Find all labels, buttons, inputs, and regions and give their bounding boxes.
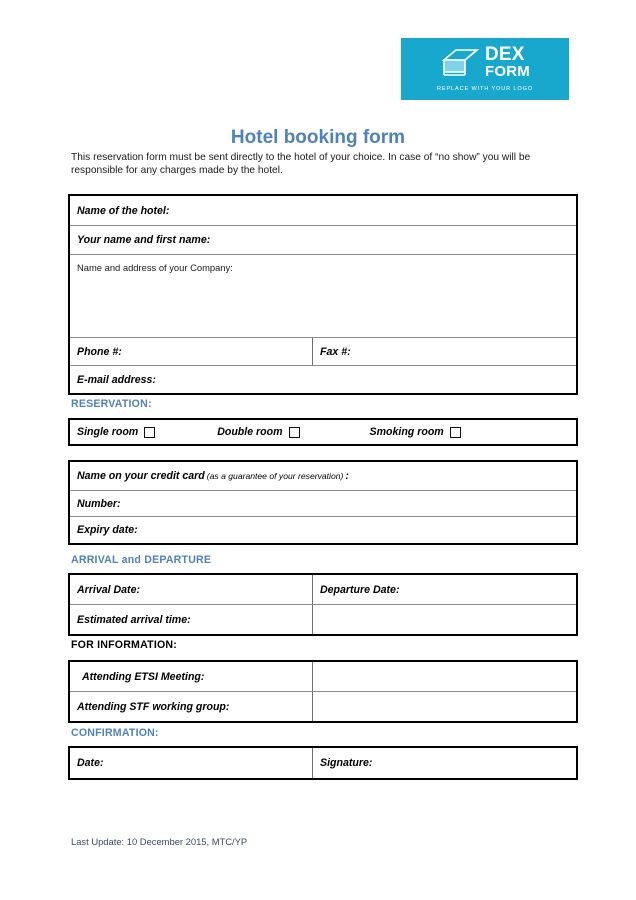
estimated-arrival-time-value[interactable] bbox=[313, 605, 576, 634]
table-row bbox=[70, 517, 576, 543]
stf-group-value[interactable] bbox=[313, 692, 576, 721]
table-row bbox=[70, 605, 576, 634]
confirmation-table bbox=[68, 746, 578, 780]
checkbox-smoking-room[interactable] bbox=[450, 427, 461, 438]
option-smoking-room[interactable] bbox=[370, 426, 461, 438]
option-label: Double room bbox=[217, 426, 283, 438]
credit-card-table bbox=[68, 460, 578, 545]
table-row bbox=[70, 255, 576, 338]
confirmation-date-field[interactable]: Date: bbox=[70, 748, 313, 778]
contact-table bbox=[68, 194, 578, 395]
phone-field[interactable]: Phone #: bbox=[70, 338, 313, 365]
logo-banner bbox=[401, 38, 569, 100]
etsi-meeting-label[interactable]: Attending ETSI Meeting: bbox=[70, 662, 313, 691]
departure-date-field[interactable]: Departure Date: bbox=[320, 583, 400, 596]
company-address-field[interactable]: Name and address of your Company: bbox=[77, 262, 233, 273]
table-row bbox=[70, 226, 576, 255]
logo-wordmark bbox=[485, 46, 530, 79]
stacked-box-icon bbox=[440, 48, 480, 78]
option-label: Smoking room bbox=[369, 426, 444, 438]
intro-paragraph: This reservation form must be sent directly to the hotel of your choice. In case of “no show” you will be responsible for any charges made by the hotel. bbox=[71, 152, 531, 177]
logo-main-lockup bbox=[440, 46, 530, 79]
option-label: Single room bbox=[77, 426, 139, 438]
card-name-note: (as a guarantee of your reservation) bbox=[206, 471, 344, 481]
table-row bbox=[70, 491, 576, 517]
logo-secondary-text: FORM bbox=[485, 62, 530, 80]
card-name-label: Name on your credit card bbox=[77, 470, 205, 482]
table-row bbox=[70, 462, 576, 491]
information-table bbox=[68, 660, 578, 723]
reservation-heading: RESERVATION: bbox=[71, 398, 152, 410]
card-name-field[interactable] bbox=[70, 462, 576, 490]
card-name-colon: : bbox=[345, 470, 349, 482]
hotel-name-field[interactable]: Name of the hotel: bbox=[77, 204, 170, 217]
room-type-options bbox=[70, 420, 576, 444]
table-row bbox=[70, 366, 576, 393]
estimated-arrival-time-field[interactable]: Estimated arrival time: bbox=[70, 605, 313, 634]
etsi-meeting-value[interactable] bbox=[313, 662, 576, 691]
card-number-field[interactable]: Number: bbox=[77, 497, 121, 510]
option-double-room[interactable] bbox=[217, 426, 299, 438]
confirmation-heading: CONFIRMATION: bbox=[71, 727, 159, 739]
your-name-field[interactable]: Your name and first name: bbox=[77, 234, 211, 246]
last-update-footer: Last Update: 10 December 2015, MTC/YP bbox=[71, 836, 248, 847]
fax-field[interactable]: Fax #: bbox=[320, 345, 351, 358]
arrival-departure-heading: ARRIVAL and DEPARTURE bbox=[71, 554, 212, 566]
logo-tagline: REPLACE WITH YOUR LOGO bbox=[437, 85, 533, 92]
card-expiry-field[interactable]: Expiry date: bbox=[77, 524, 138, 536]
arrival-date-field[interactable]: Arrival Date: bbox=[70, 575, 313, 604]
table-row bbox=[70, 575, 576, 605]
for-information-heading: FOR INFORMATION: bbox=[71, 639, 177, 651]
option-single-room[interactable] bbox=[77, 426, 155, 438]
logo-primary-text: DEX bbox=[485, 44, 525, 66]
email-field[interactable]: E-mail address: bbox=[77, 373, 156, 386]
table-row bbox=[70, 662, 576, 692]
table-row bbox=[70, 338, 576, 366]
table-row bbox=[70, 748, 576, 778]
stf-group-label[interactable]: Attending STF working group: bbox=[70, 692, 313, 721]
arrival-departure-table bbox=[68, 573, 578, 636]
page-title: Hotel booking form bbox=[230, 127, 406, 148]
table-row bbox=[70, 692, 576, 721]
checkbox-single-room[interactable] bbox=[144, 427, 155, 438]
signature-field[interactable]: Signature: bbox=[320, 757, 373, 769]
checkbox-double-room[interactable] bbox=[289, 427, 300, 438]
reservation-table bbox=[68, 418, 578, 446]
table-row bbox=[70, 196, 576, 226]
